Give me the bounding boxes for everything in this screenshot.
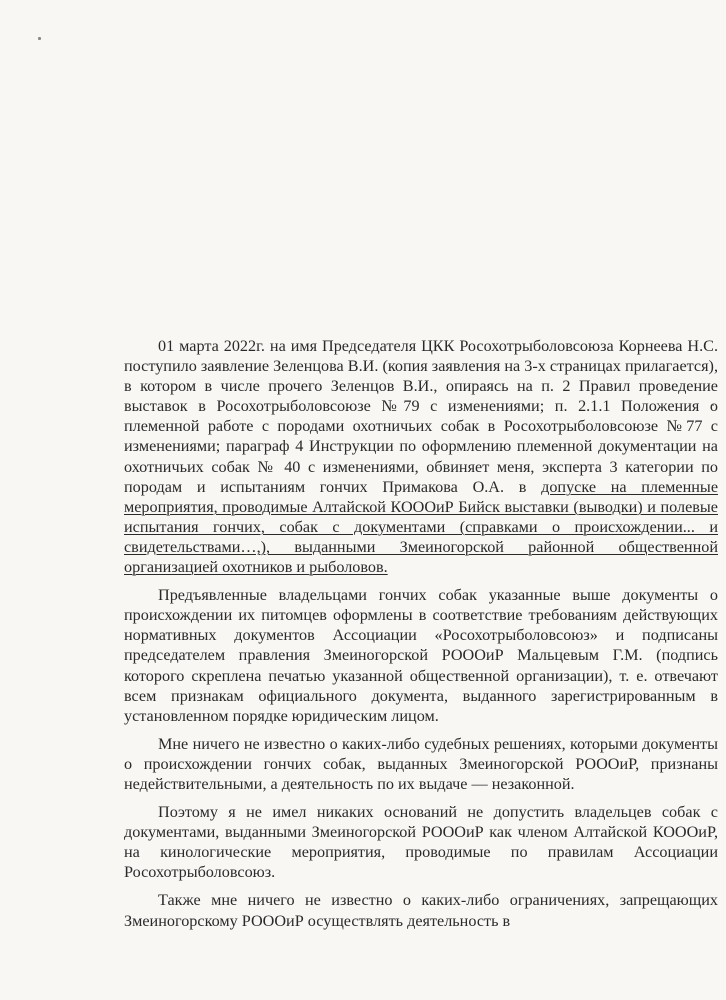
paragraph-no-grounds: Поэтому я не имел никаких оснований не допустить владельцев собак с документами, выданными Змеиногорской РОООиР как членом Алтайской КОООиР, на кинологические мероприятия, проводимые по правилам Ассоциации Росохотрыболовсоюз. bbox=[124, 803, 718, 882]
paragraph-court-decisions: Мне ничего не известно о каких-либо судебных решениях, которыми документы о происхождении гончих собак, выданных Змеиногорской РОООиР, признаны недействительными, а деятельность по их выдаче — незаконной. bbox=[124, 734, 718, 793]
paragraph-complaint bbox=[124, 336, 718, 577]
scan-speck-top bbox=[38, 37, 41, 40]
paragraph-restrictions: Также мне ничего не известно о каких-либо ограничениях, запрещающих Змеиногорскому РОООиР осуществлять деятельность в bbox=[124, 891, 718, 930]
paragraph-complaint-underlined: допуске на племенные мероприятия, проводимые Алтайской КОООиР Бийск выставки (выводки) и полевые испытания гончих, собак с документами (справками о происхождении... и свидетельствами…,), выданными Змеиногорской районной общественной организацией охотников и рыболовов. bbox=[124, 477, 718, 577]
paragraph-documents: Предъявленные владельцами гончих собак указанные выше документы о происхождении их питомцев оформлены в соответствие требованиям действующих нормативных документов Ассоциации «Росохотрыболовсоюз» и подписаны председателем правления Змеиногорской РОООиР Мальцевым Г.М. (подпись которого скреплена печатью указанной общественной организации), т. е. отвечают всем признакам официального документа, выданного зарегистрированным в установленном порядке юридическим лицом. bbox=[124, 586, 718, 725]
paragraph-complaint-text: 01 марта 2022г. на имя Председателя ЦКК Росохотрыболовсоюза Корнеева Н.С. поступило заявление Зеленцова В.И. (копия заявления на 3-х страницах прилагается), в котором в числе прочего Зеленцов В.И., опираясь на п. 2 Правил проведение выставок в Росохотрыболовсоюзе №79 с изменениями; п. 2.1.1 Положения о племенной работе с породами охотничьих собак в Росохотрыболовсоюзе №77 с изменениями; параграф 4 Инструкции по оформлению племенной документации на охотничьих собак № 40 с изменениями, обвиняет меня, эксперта 3 категории по породам и испытаниям гончих Примакова О.А. в bbox=[124, 337, 718, 496]
letter-body bbox=[124, 336, 718, 931]
